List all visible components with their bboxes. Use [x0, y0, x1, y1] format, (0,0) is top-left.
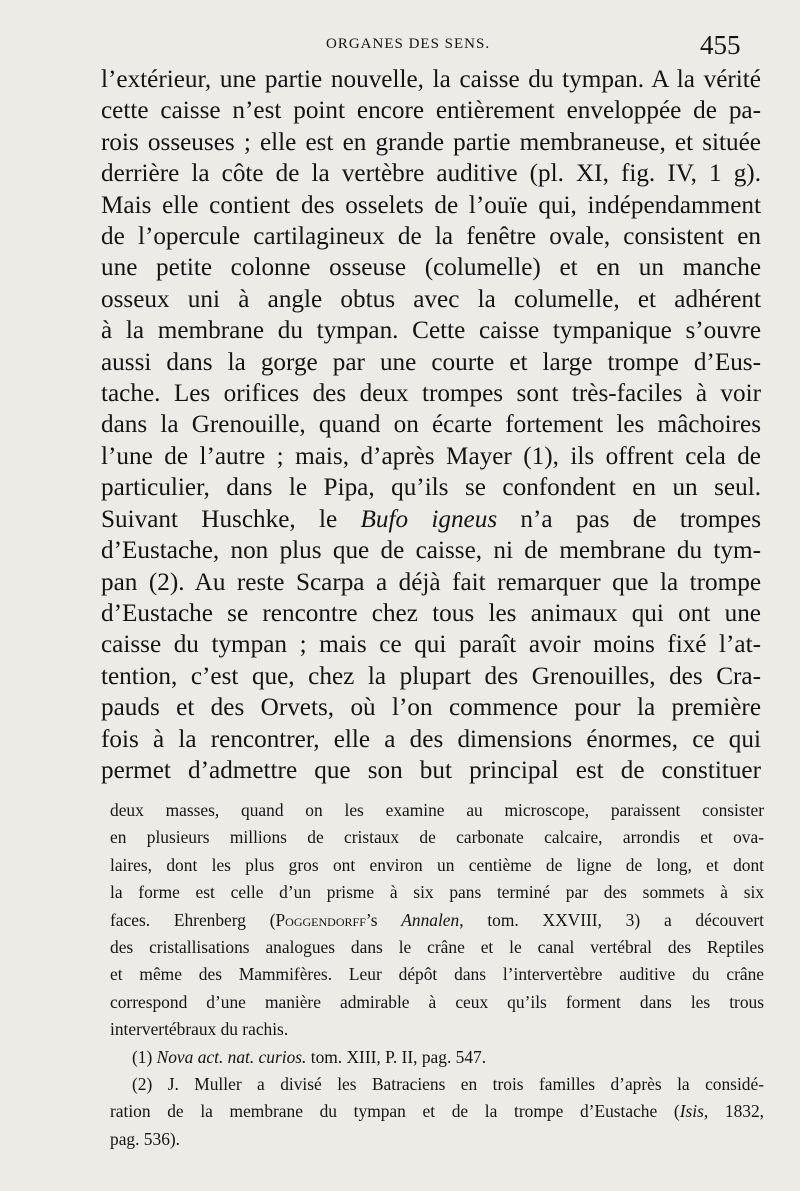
- text-line: d’Eustache, non plus que de caisse, ni de membrane du tym-: [101, 537, 761, 565]
- footnote-2: (2) J. Muller a divisé les Batraciens en trois familles d’après la considé-: [132, 1074, 764, 1095]
- main-text: [101, 64, 761, 786]
- text-line: rois osseuses ; elle est en grande partie membraneuse, et située: [101, 128, 761, 156]
- text-line: tache. Les orifices des deux trompes sont très-faciles à voir: [101, 380, 761, 408]
- text-run: , 1832,: [703, 1101, 765, 1122]
- note-line: la forme est celle d’un prisme à six pans terminé par des sommets à six: [110, 882, 764, 903]
- note-line: des cristallisations analogues dans le crâne et le canal vertébral des Reptiles: [110, 937, 764, 958]
- text-line: fois à la rencontrer, elle a des dimensions énormes, ce qui: [101, 725, 761, 753]
- text-line: l’extérieur, une partie nouvelle, la caisse du tympan. A la vérité: [101, 66, 761, 93]
- note-line: correspond d’une manière admirable à ceux qu’ils forment dans les trous: [110, 991, 764, 1012]
- text-line: pan (2). Au reste Scarpa a déjà fait remarquer que la trompe: [101, 568, 761, 596]
- text-run: Suivant Huschke, le: [101, 505, 361, 533]
- text-line: caisse du tympan ; mais ce qui paraît avoir moins fixé l’at-: [101, 631, 761, 659]
- text-run: tom. XIII, P. II, pag. 547.: [306, 1046, 487, 1067]
- text-line: dans la Grenouille, quand on écarte fortement les mâchoires: [101, 411, 761, 439]
- note-line: intervertébraux du rachis.: [110, 1019, 289, 1040]
- text-line: l’une de l’autre ; mais, d’après Mayer (1), ils offrent cela de: [101, 442, 761, 470]
- note-line: laires, dont les plus gros ont environ un centième de ligne de long, et dont: [110, 854, 764, 875]
- text-line: derrière la côte de la vertèbre auditive (pl. XI, fig. IV, 1 g).: [101, 160, 761, 188]
- journal-title: Isis: [679, 1101, 704, 1122]
- note-line: en plusieurs millions de cristaux de carbonate calcaire, arrondis et ova-: [110, 827, 764, 848]
- text-line: [101, 504, 761, 535]
- text-line: une petite colonne osseuse (columelle) et en un manche: [101, 254, 761, 282]
- text-run: (1): [132, 1046, 157, 1067]
- text-line: d’Eustache se rencontre chez tous les animaux qui ont une: [101, 599, 761, 627]
- text-line: à la membrane du tympan. Cette caisse tympanique s’ouvre: [101, 317, 761, 345]
- note-line: [110, 1098, 764, 1125]
- note-line: pag. 536).: [110, 1128, 181, 1149]
- text-run: ’s: [365, 909, 402, 930]
- note-line: et même des Mammifères. Leur dépôt dans l’intervertèbre auditive du crâne: [110, 964, 764, 985]
- text-run: , tom. XXVIII, 3) a découvert: [459, 909, 764, 930]
- footnote-1: [110, 1044, 764, 1071]
- text-line: osseux uni à angle obtus avec la columelle, et adhérent: [101, 285, 761, 313]
- running-head: ORGANES DES SENS.: [326, 36, 491, 52]
- author-name: Poggendorff: [275, 909, 366, 930]
- species-name: Bufo igneus: [360, 505, 498, 533]
- journal-title: Annalen: [401, 909, 460, 930]
- note-line: [110, 907, 764, 934]
- text-line: permet d’admettre que son but principal est de constituer: [101, 756, 761, 784]
- text-line: particulier, dans le Pipa, qu’ils se confondent en un seul.: [101, 474, 761, 502]
- note-line: deux masses, quand on les examine au microscope, paraissent consister: [110, 800, 764, 820]
- text-line: tention, c’est que, chez la plupart des Grenouilles, des Cra-: [101, 662, 761, 690]
- text-run: ration de la membrane du tympan et de la trompe d’Eustache (: [110, 1101, 680, 1122]
- text-run: faces. Ehrenberg (: [110, 909, 276, 930]
- text-line: pauds et des Orvets, où l’on commence pour la première: [101, 694, 761, 722]
- text-line: Mais elle contient des osselets de l’ouïe qui, indépendamment: [101, 191, 761, 219]
- page-number: 455: [700, 30, 741, 60]
- footnotes: [110, 797, 764, 1153]
- journal-title: Nova act. nat. curios.: [156, 1046, 307, 1067]
- text-line: aussi dans la gorge par une courte et large trompe d’Eus-: [101, 348, 761, 376]
- page-header: [0, 30, 800, 66]
- text-line: de l’opercule cartilagineux de la fenêtre ovale, consistent en: [101, 223, 761, 251]
- text-run: n’a pas de trompes: [497, 505, 761, 533]
- text-line: cette caisse n’est point encore entièrement enveloppée de pa-: [101, 97, 761, 125]
